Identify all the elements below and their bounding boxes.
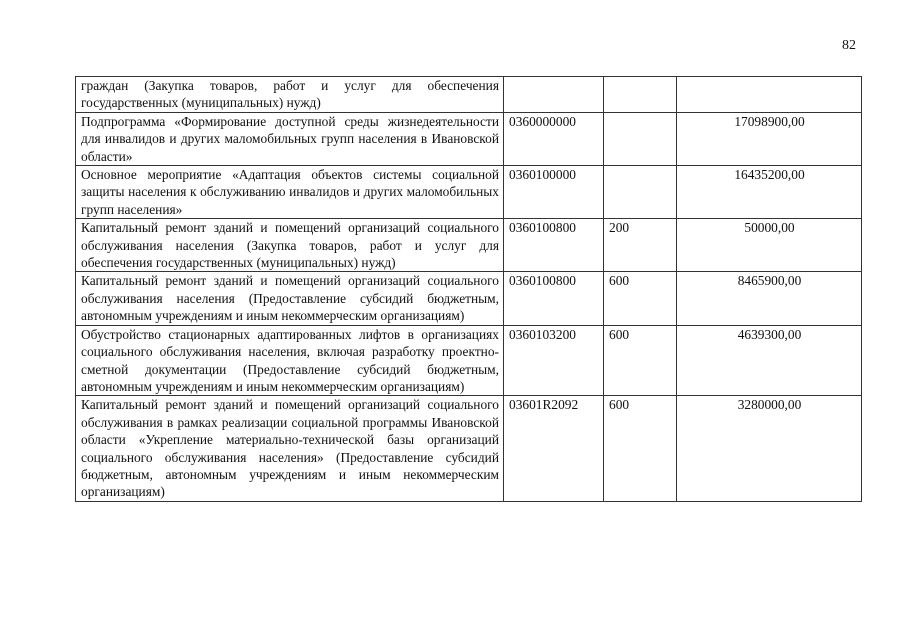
row-sum-cell — [677, 77, 862, 113]
row-name-cell: Обустройство стационарных адаптированных лифтов в организациях социального обслуживания населения, включая разработку проектно-сметной документации (Предоставление субсидий бюджетным, автономным учреждениям и иным некоммерческим организациям) — [76, 325, 504, 396]
table-row — [76, 396, 862, 501]
row-name-cell: граждан (Закупка товаров, работ и услуг для обеспечения государственных (муниципальных) нужд) — [76, 77, 504, 113]
row-sum-cell: 4639300,00 — [677, 325, 862, 396]
table-row — [76, 112, 862, 165]
table-row — [76, 272, 862, 325]
row-code-cell: 0360100800 — [504, 272, 604, 325]
budget-table — [75, 76, 862, 502]
row-code-cell: 0360103200 — [504, 325, 604, 396]
row-code-cell: 0360100800 — [504, 219, 604, 272]
table-row — [76, 77, 862, 113]
row-name-cell: Капитальный ремонт зданий и помещений организаций социального обслуживания в рамках реализации социальной программы Ивановской области «Укрепление материально-технической базы организаций социального обслуживания населения» (Предоставление субсидий бюджетным, автономным учреждениям и иным некоммерческим организациям) — [76, 396, 504, 501]
table-row — [76, 166, 862, 219]
row-type-cell — [604, 112, 677, 165]
row-type-cell: 600 — [604, 325, 677, 396]
row-sum-cell: 17098900,00 — [677, 112, 862, 165]
row-code-cell: 0360000000 — [504, 112, 604, 165]
row-type-cell — [604, 166, 677, 219]
row-name-cell: Капитальный ремонт зданий и помещений организаций социального обслуживания населения (Закупка товаров, работ и услуг для обеспечения государственных (муниципальных) нужд) — [76, 219, 504, 272]
row-sum-cell: 8465900,00 — [677, 272, 862, 325]
row-code-cell: 0360100000 — [504, 166, 604, 219]
row-sum-cell: 16435200,00 — [677, 166, 862, 219]
table-row — [76, 219, 862, 272]
row-type-cell — [604, 77, 677, 113]
row-type-cell: 200 — [604, 219, 677, 272]
page-number: 82 — [842, 38, 856, 53]
row-name-cell: Капитальный ремонт зданий и помещений организаций социального обслуживания населения (Предоставление субсидий бюджетным, автономным учреждениям и иным некоммерческим организациям) — [76, 272, 504, 325]
row-name-cell: Подпрограмма «Формирование доступной среды жизнедеятельности для инвалидов и других маломобильных групп населения в Ивановской области» — [76, 112, 504, 165]
row-sum-cell: 50000,00 — [677, 219, 862, 272]
row-type-cell: 600 — [604, 272, 677, 325]
row-sum-cell: 3280000,00 — [677, 396, 862, 501]
row-type-cell: 600 — [604, 396, 677, 501]
row-code-cell — [504, 77, 604, 113]
row-code-cell: 03601R2092 — [504, 396, 604, 501]
table-row — [76, 325, 862, 396]
row-name-cell: Основное мероприятие «Адаптация объектов системы социальной защиты населения к обслуживанию инвалидов и других маломобильных групп населения» — [76, 166, 504, 219]
